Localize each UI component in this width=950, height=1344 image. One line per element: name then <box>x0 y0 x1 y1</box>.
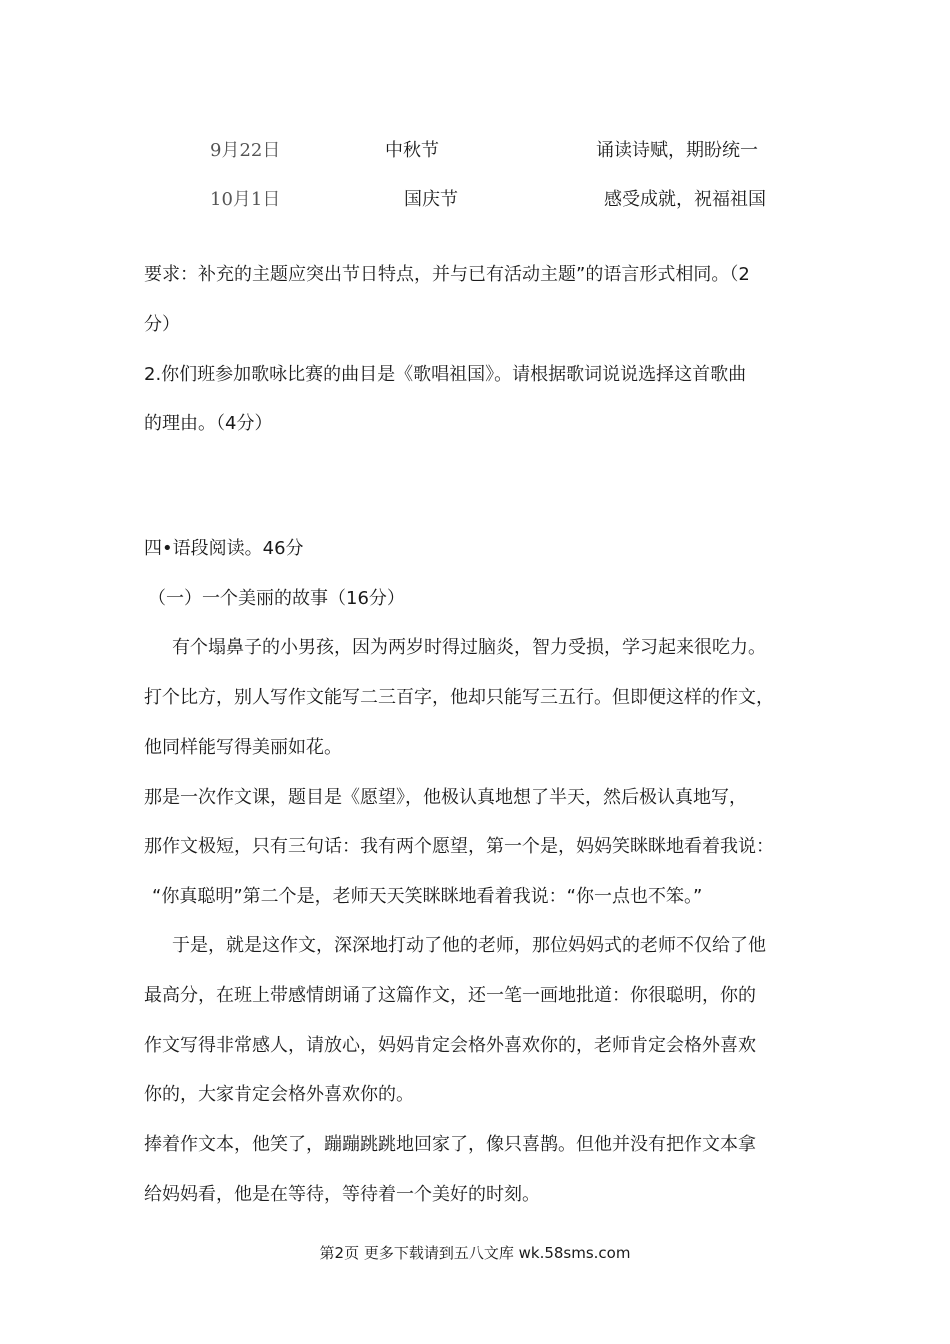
requirement-line-2: 分） <box>144 314 180 335</box>
schedule-row-2-date: 10月1日 <box>210 189 281 210</box>
story-p2-line-1: 那是一次作文课，题目是《愿望》，他极认真地想了半天，然后极认真地写， <box>144 787 747 808</box>
section-4-subheading: （一）一个美丽的故事（16分） <box>148 588 405 609</box>
story-p2-line-3: “你真聪明”第二个是，老师天天笑眯眯地看着我说：“你一点也不笨。” <box>152 886 703 907</box>
story-p1-line-2: 打个比方，别人写作文能写二三百字，他却只能写三五行。但即便这样的作文， <box>144 687 774 708</box>
story-p3-line-2: 最高分，在班上带感情朗诵了这篇作文，还一笔一画地批道：你很聪明，你的 <box>144 985 756 1006</box>
schedule-row-1-theme: 诵读诗赋，期盼统一 <box>596 140 758 161</box>
story-p3-line-3: 作文写得非常感人，请放心，妈妈肯定会格外喜欢你的，老师肯定会格外喜欢 <box>144 1035 756 1056</box>
schedule-row-1-date: 9月22日 <box>210 140 281 161</box>
question-2-line-1: 2.你们班参加歌咏比赛的曲目是《歌唱祖国》。请根据歌词说说选择这首歌曲 <box>144 364 747 385</box>
schedule-row-2-theme: 感受成就，祝福祖国 <box>604 189 766 210</box>
schedule-row-1-festival: 中秋节 <box>385 140 439 161</box>
story-p1-line-1: 有个塌鼻子的小男孩，因为两岁时得过脑炎，智力受损，学习起来很吃力。 <box>172 637 766 658</box>
page-footer: 第2页 更多下载请到五八文库 wk.58sms.com <box>319 1244 631 1262</box>
story-p3-line-4: 你的，大家肯定会格外喜欢你的。 <box>144 1084 414 1105</box>
story-p4-line-1: 捧着作文本，他笑了，蹦蹦跳跳地回家了，像只喜鹊。但他并没有把作文本拿 <box>144 1134 756 1155</box>
section-4-heading: 四•语段阅读。46分 <box>144 538 304 559</box>
story-p2-line-2: 那作文极短，只有三句话：我有两个愿望，第一个是，妈妈笑眯眯地看着我说： <box>144 836 774 857</box>
story-p1-line-3: 他同样能写得美丽如花。 <box>144 737 342 758</box>
question-2-line-2: 的理由。（4分） <box>144 413 273 434</box>
story-p4-line-2: 给妈妈看，他是在等待，等待着一个美好的时刻。 <box>144 1184 540 1205</box>
requirement-line-1: 要求：补充的主题应突出节日特点，并与已有活动主题”的语言形式相同。（2 <box>144 264 750 285</box>
schedule-row-2-festival: 国庆节 <box>404 189 458 210</box>
story-p3-line-1: 于是，就是这作文，深深地打动了他的老师，那位妈妈式的老师不仅给了他 <box>172 935 766 956</box>
